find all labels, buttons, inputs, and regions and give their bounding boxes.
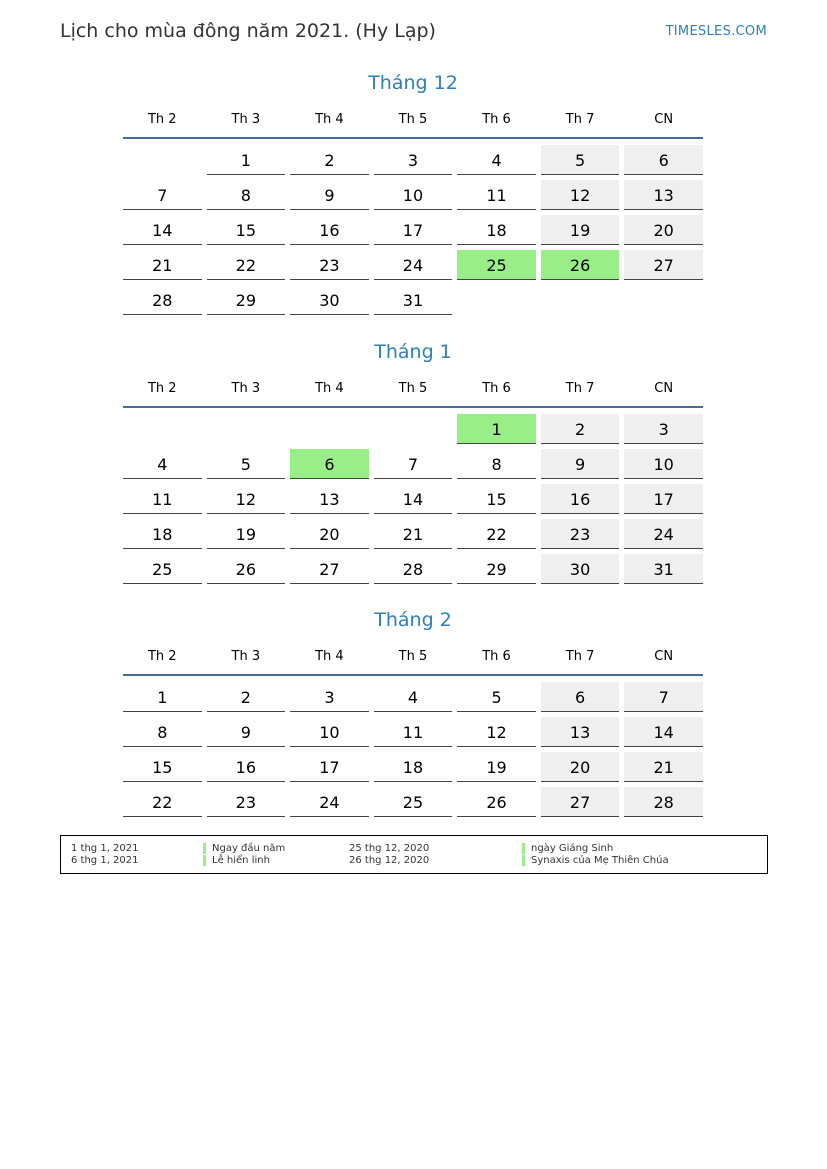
day-cell[interactable]: 3 xyxy=(624,414,703,444)
day-cell[interactable]: 13 xyxy=(541,717,620,747)
day-cell[interactable]: 24 xyxy=(290,787,369,817)
day-cell[interactable]: 13 xyxy=(624,180,703,210)
day-cell[interactable]: 28 xyxy=(374,554,453,584)
day-cell[interactable]: 27 xyxy=(541,787,620,817)
legend-holiday-name: Lễ hiển linh xyxy=(203,855,270,866)
weekday-label: Th 4 xyxy=(315,381,344,396)
month-february xyxy=(123,607,703,822)
day-cell[interactable]: 14 xyxy=(123,215,202,245)
empty-cell xyxy=(123,414,202,444)
day-cell[interactable]: 21 xyxy=(374,519,453,549)
day-cell[interactable]: 3 xyxy=(374,145,453,175)
week-row xyxy=(123,414,703,444)
day-cell[interactable]: 15 xyxy=(123,752,202,782)
day-cell[interactable]: 2 xyxy=(290,145,369,175)
day-cell[interactable]: 29 xyxy=(207,285,286,315)
weekday-label: Th 3 xyxy=(231,112,261,127)
day-cell[interactable]: 15 xyxy=(207,215,286,245)
empty-cell xyxy=(541,285,620,315)
empty-cell xyxy=(123,145,202,175)
day-cell[interactable]: 27 xyxy=(290,554,369,584)
day-cell[interactable]: 23 xyxy=(541,519,620,549)
week-row xyxy=(123,682,703,712)
weekday-label: Th 4 xyxy=(315,112,344,127)
legend-holiday-name: ngày Giáng Sinh xyxy=(522,843,613,854)
day-cell[interactable]: 12 xyxy=(457,717,536,747)
day-cell[interactable]: 10 xyxy=(290,717,369,747)
day-cell[interactable]: 26 xyxy=(457,787,536,817)
day-cell[interactable]: 4 xyxy=(374,682,453,712)
day-cell[interactable]: 18 xyxy=(374,752,453,782)
day-cell[interactable]: 21 xyxy=(624,752,703,782)
week-row xyxy=(123,717,703,747)
legend-date: 6 thg 1, 2021 xyxy=(71,855,139,866)
day-cell[interactable]: 18 xyxy=(123,519,202,549)
weekday-label: Th 5 xyxy=(398,112,428,127)
week-row xyxy=(123,752,703,782)
day-cell[interactable]: 9 xyxy=(541,449,620,479)
day-cell[interactable]: 20 xyxy=(541,752,620,782)
day-cell[interactable]: 5 xyxy=(207,449,286,479)
week-row xyxy=(123,215,703,245)
day-cell[interactable]: 25 xyxy=(457,250,536,280)
weekday-header xyxy=(123,109,703,139)
weeks-grid xyxy=(123,682,703,817)
week-row xyxy=(123,180,703,210)
day-cell[interactable]: 1 xyxy=(457,414,536,444)
day-cell[interactable]: 6 xyxy=(624,145,703,175)
day-cell[interactable]: 25 xyxy=(374,787,453,817)
day-cell[interactable]: 22 xyxy=(123,787,202,817)
weeks-grid xyxy=(123,145,703,315)
day-cell[interactable]: 7 xyxy=(123,180,202,210)
week-row xyxy=(123,787,703,817)
legend-holiday-name: Ngay đầu năm xyxy=(203,843,285,854)
weekday-label: Th 3 xyxy=(231,381,261,396)
week-row xyxy=(123,484,703,514)
day-cell[interactable]: 28 xyxy=(123,285,202,315)
day-cell[interactable]: 17 xyxy=(290,752,369,782)
weekday-header xyxy=(123,646,703,676)
empty-cell xyxy=(624,285,703,315)
day-cell[interactable]: 18 xyxy=(457,215,536,245)
day-cell[interactable]: 31 xyxy=(374,285,453,315)
day-cell[interactable]: 11 xyxy=(457,180,536,210)
weekday-label: Th 4 xyxy=(315,649,344,664)
day-cell[interactable]: 11 xyxy=(123,484,202,514)
day-cell[interactable]: 24 xyxy=(624,519,703,549)
day-cell[interactable]: 2 xyxy=(541,414,620,444)
week-row xyxy=(123,554,703,584)
day-cell[interactable]: 24 xyxy=(374,250,453,280)
month-title: Tháng 1 xyxy=(374,341,452,363)
day-cell[interactable]: 22 xyxy=(207,250,286,280)
holiday-legend xyxy=(60,835,768,874)
day-cell[interactable]: 17 xyxy=(624,484,703,514)
day-cell[interactable]: 14 xyxy=(624,717,703,747)
month-title: Tháng 2 xyxy=(374,609,452,631)
brand-link[interactable]: TIMESLES.COM xyxy=(665,24,767,39)
weekday-label: Th 7 xyxy=(565,112,595,127)
legend-date: 26 thg 12, 2020 xyxy=(349,855,430,866)
empty-cell xyxy=(290,414,369,444)
day-cell[interactable]: 4 xyxy=(123,449,202,479)
legend-date: 25 thg 12, 2020 xyxy=(349,843,430,854)
day-cell[interactable]: 2 xyxy=(207,682,286,712)
week-row xyxy=(123,519,703,549)
weekday-label: Th 5 xyxy=(398,649,428,664)
day-cell[interactable]: 28 xyxy=(624,787,703,817)
day-cell[interactable]: 9 xyxy=(290,180,369,210)
weekday-label: CN xyxy=(654,112,674,127)
day-cell[interactable]: 14 xyxy=(374,484,453,514)
day-cell[interactable]: 15 xyxy=(457,484,536,514)
day-cell[interactable]: 5 xyxy=(457,682,536,712)
day-cell[interactable]: 7 xyxy=(624,682,703,712)
legend-date: 1 thg 1, 2021 xyxy=(71,843,139,854)
day-cell[interactable]: 26 xyxy=(207,554,286,584)
weekday-label: Th 5 xyxy=(398,381,428,396)
empty-cell xyxy=(207,414,286,444)
weekday-label: Th 6 xyxy=(482,112,511,127)
day-cell[interactable]: 5 xyxy=(541,145,620,175)
day-cell[interactable]: 8 xyxy=(207,180,286,210)
weekday-label: Th 2 xyxy=(147,649,177,664)
day-cell[interactable]: 29 xyxy=(457,554,536,584)
weekday-label: Th 7 xyxy=(565,381,595,396)
day-cell[interactable]: 1 xyxy=(123,682,202,712)
week-row xyxy=(123,145,703,175)
week-row xyxy=(123,250,703,280)
weekday-label: Th 6 xyxy=(482,649,511,664)
weekday-label: Th 2 xyxy=(147,381,177,396)
month-december xyxy=(123,70,703,320)
day-cell[interactable]: 23 xyxy=(207,787,286,817)
day-cell[interactable]: 19 xyxy=(207,519,286,549)
day-cell[interactable]: 23 xyxy=(290,250,369,280)
day-cell[interactable]: 10 xyxy=(624,449,703,479)
day-cell[interactable]: 31 xyxy=(624,554,703,584)
month-title: Tháng 12 xyxy=(368,72,458,94)
weekday-label: CN xyxy=(654,381,674,396)
day-cell[interactable]: 17 xyxy=(374,215,453,245)
page-title: Lịch cho mùa đông năm 2021. (Hy Lạp) xyxy=(60,20,436,42)
week-row xyxy=(123,449,703,479)
day-cell[interactable]: 4 xyxy=(457,145,536,175)
day-cell[interactable]: 16 xyxy=(207,752,286,782)
day-cell[interactable]: 22 xyxy=(457,519,536,549)
day-cell[interactable]: 3 xyxy=(290,682,369,712)
day-cell[interactable]: 12 xyxy=(541,180,620,210)
weekday-label: Th 2 xyxy=(147,112,177,127)
day-cell[interactable]: 30 xyxy=(541,554,620,584)
day-cell[interactable]: 20 xyxy=(290,519,369,549)
day-cell[interactable]: 16 xyxy=(541,484,620,514)
weekday-header xyxy=(123,378,703,408)
day-cell[interactable]: 9 xyxy=(207,717,286,747)
empty-cell xyxy=(457,285,536,315)
day-cell[interactable]: 6 xyxy=(541,682,620,712)
day-cell[interactable]: 13 xyxy=(290,484,369,514)
day-cell[interactable]: 30 xyxy=(290,285,369,315)
weeks-grid xyxy=(123,414,703,584)
week-row xyxy=(123,285,703,315)
day-cell[interactable]: 11 xyxy=(374,717,453,747)
empty-cell xyxy=(374,414,453,444)
day-cell[interactable]: 6 xyxy=(290,449,369,479)
day-cell[interactable]: 27 xyxy=(624,250,703,280)
weekday-label: CN xyxy=(654,649,674,664)
day-cell[interactable]: 20 xyxy=(624,215,703,245)
weekday-label: Th 3 xyxy=(231,649,261,664)
day-cell[interactable]: 21 xyxy=(123,250,202,280)
day-cell[interactable]: 10 xyxy=(374,180,453,210)
weekday-label: Th 6 xyxy=(482,381,511,396)
day-cell[interactable]: 26 xyxy=(541,250,620,280)
day-cell[interactable]: 12 xyxy=(207,484,286,514)
day-cell[interactable]: 19 xyxy=(541,215,620,245)
day-cell[interactable]: 25 xyxy=(123,554,202,584)
day-cell[interactable]: 8 xyxy=(457,449,536,479)
day-cell[interactable]: 19 xyxy=(457,752,536,782)
month-january xyxy=(123,339,703,589)
weekday-label: Th 7 xyxy=(565,649,595,664)
day-cell[interactable]: 1 xyxy=(207,145,286,175)
day-cell[interactable]: 16 xyxy=(290,215,369,245)
day-cell[interactable]: 7 xyxy=(374,449,453,479)
legend-holiday-name: Synaxis của Mẹ Thiên Chúa xyxy=(522,855,669,866)
day-cell[interactable]: 8 xyxy=(123,717,202,747)
